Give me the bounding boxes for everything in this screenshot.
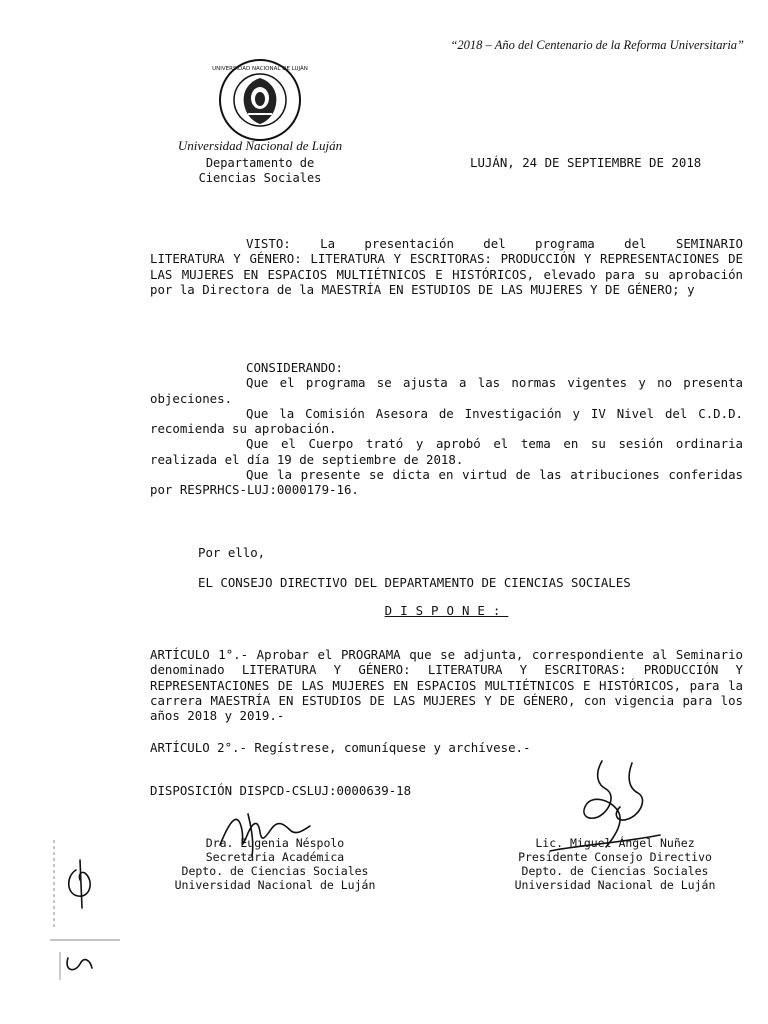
considerando-item: Que el Cuerpo trató y aprobó el tema en su sesión ordinaria realizada el día 19 de septiembre de 2018. <box>150 436 743 467</box>
university-seal-logo <box>212 58 308 142</box>
margin-stamp-mark <box>40 830 130 990</box>
considerando-item: Que la presente se dicta en virtud de las atribuciones conferidas por RESPRHCS-LUJ:0000179-16. <box>150 467 743 498</box>
article-text: ARTÍCULO 1°.- Aprobar el PROGRAMA que se adjunta, correspondiente al Seminario denominado LITERATURA Y GÉNERO: LITERATURA Y ESCRITORAS: PRODUCCIÓN Y REPRESENTACIONES DE LAS MUJERES EN ESPACIOS MULTIÉTNICOS E HISTÓRICOS, para la carrera MAESTRÍA EN ESTUDIOS DE LAS MUJERES Y DE GÉNERO, con vigencia para los años 2018 y 2019.- <box>150 647 743 724</box>
considerando-heading: CONSIDERANDO: <box>246 360 343 375</box>
article-text: ARTÍCULO 2°.- Regístrese, comuníquese y archívese.- <box>150 740 531 755</box>
visto-first-line: VISTO: La presentación del programa del SEMINARIO <box>246 236 743 251</box>
document-date: LUJÁN, 24 DE SEPTIEMBRE DE 2018 <box>470 155 702 170</box>
signatory-dept: Depto. de Ciencias Sociales <box>521 864 709 878</box>
right-signature-block <box>500 836 730 892</box>
signatory-name: Dra. Eugenia Néspolo <box>205 836 345 850</box>
signatory-dept: Depto. de Ciencias Sociales <box>181 864 369 878</box>
signatory-name: Lic. Miguel Ángel Nuñez <box>535 836 695 850</box>
left-signature-block <box>160 836 390 892</box>
department-line: Departamento de <box>205 156 315 170</box>
department-line: Ciencias Sociales <box>198 171 322 185</box>
university-name: Universidad Nacional de Luján <box>177 138 343 153</box>
considerando-section <box>150 360 743 498</box>
department-name <box>170 156 350 186</box>
council-heading: EL CONSEJO DIRECTIVO DEL DEPARTAMENTO DE CIENCIAS SOCIALES <box>198 575 631 590</box>
signatory-role: Secretaria Académica <box>205 850 345 864</box>
por-ello: Por ello, <box>198 545 266 560</box>
article-1 <box>150 647 743 723</box>
dispone-heading: DISPONE: <box>384 603 509 618</box>
signatory-role: Presidente Consejo Directivo <box>518 850 712 864</box>
considerando-item: Que la Comisión Asesora de Investigación y IV Nivel del C.D.D. recomienda su aprobación. <box>150 405 743 437</box>
visto-body: LITERATURA Y GÉNERO: LITERATURA Y ESCRITORAS: PRODUCCIÓN Y REPRESENTACIONES DE LAS MUJERES EN ESPACIOS MULTIÉTNICOS E HISTÓRICOS, elevado para su aprobación por la Directora de la MAESTRÍA EN ESTUDIOS DE LAS MUJERES Y DE GÉNERO; y <box>150 251 743 297</box>
header-motto: “2018 – Año del Centenario de la Reforma Universitaria” <box>450 38 744 52</box>
disposition-number: DISPOSICIÓN DISPCD-CSLUJ:0000639-18 <box>150 783 412 798</box>
signatory-univ: Universidad Nacional de Luján <box>514 878 716 892</box>
svg-text:UNIVERSIDAD NACIONAL DE LUJÁN: UNIVERSIDAD NACIONAL DE LUJÁN <box>212 66 308 72</box>
article-2 <box>150 740 743 755</box>
considerando-item: Que el programa se ajusta a las normas vigentes y no presenta objeciones. <box>150 375 743 406</box>
visto-paragraph <box>150 236 743 297</box>
signatory-univ: Universidad Nacional de Luján <box>174 878 376 892</box>
